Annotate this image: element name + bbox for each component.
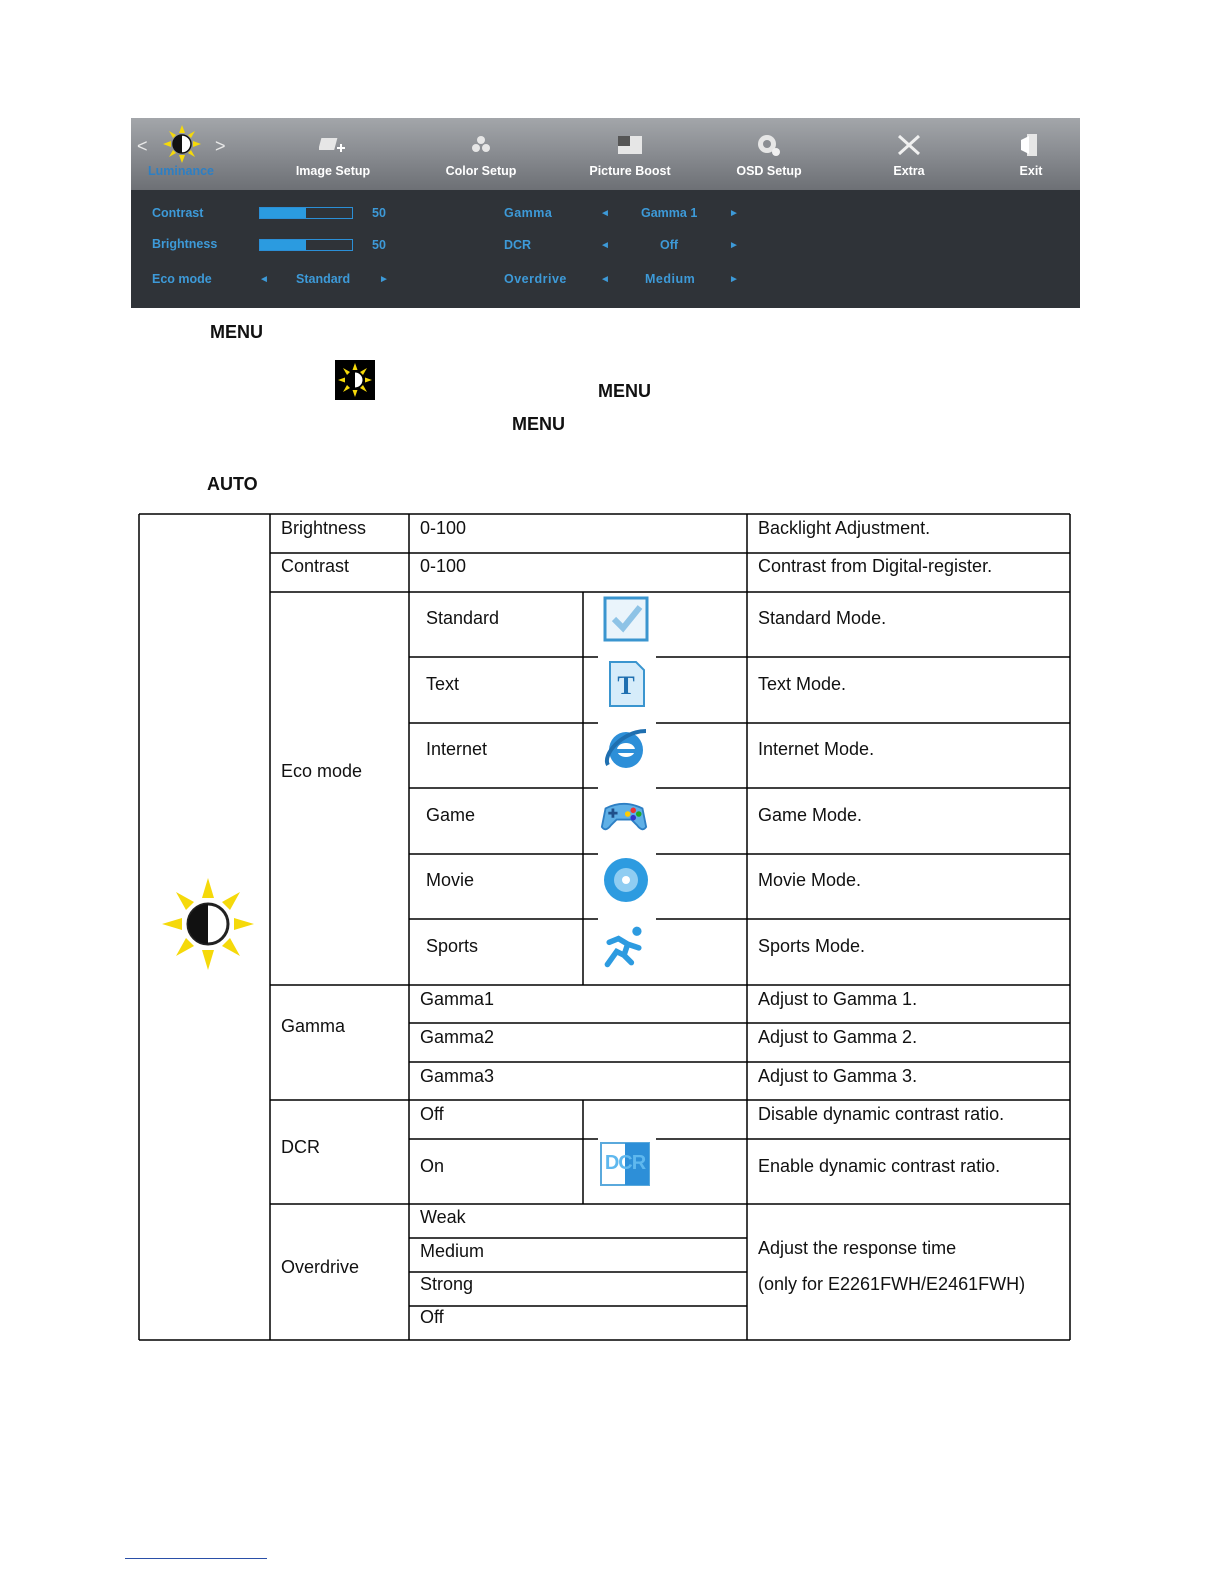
color-setup-icon	[467, 132, 495, 158]
osd-gamma-left-arrow-icon[interactable]: ◄	[600, 208, 610, 219]
tab-color-setup-label: Color Setup	[445, 164, 517, 178]
table-dcr-name: DCR	[281, 1137, 320, 1157]
eco-standard-desc: Standard Mode.	[758, 608, 887, 628]
osd-brightness-slider[interactable]	[259, 239, 353, 251]
overdrive-weak: Weak	[420, 1207, 466, 1227]
osd-contrast-value: 50	[372, 206, 386, 220]
osd-contrast-slider-fill	[260, 208, 306, 218]
table-gamma-name: Gamma	[281, 1016, 346, 1036]
osd-gamma-right-arrow-icon[interactable]: ►	[729, 208, 739, 219]
luminance-small-icon	[335, 360, 375, 400]
gamma2-desc: Adjust to Gamma 2.	[758, 1027, 918, 1047]
nav-left-arrow-icon[interactable]: <	[137, 136, 148, 156]
overdrive-off: Off	[420, 1307, 444, 1327]
eco-game-name: Game	[426, 805, 476, 825]
overdrive-strong: Strong	[420, 1274, 474, 1294]
osd-dcr-value: Off	[660, 238, 679, 252]
osd-dcr-left-arrow-icon[interactable]: ◄	[600, 240, 610, 251]
eco-text-name: Text	[426, 674, 460, 694]
menu-key-text-3: MENU	[512, 414, 565, 434]
image-setup-icon	[319, 132, 347, 158]
gamma1-desc: Adjust to Gamma 1.	[758, 989, 918, 1009]
tab-picture-boost[interactable]	[580, 118, 680, 190]
tab-color-setup[interactable]	[431, 118, 531, 190]
dcr-off-desc: Disable dynamic contrast ratio.	[758, 1104, 1005, 1124]
tab-luminance-label: Luminance	[148, 164, 214, 178]
osd-dcr-right-arrow-icon[interactable]: ►	[729, 240, 739, 251]
text-mode-icon	[602, 660, 650, 708]
dcr-off-name: Off	[420, 1104, 444, 1124]
table-brightness-desc: Backlight Adjustment.	[758, 518, 931, 538]
osd-settings	[131, 190, 1080, 308]
svg-text:T: T	[617, 671, 635, 700]
tab-extra-label: Extra	[893, 164, 925, 178]
osd-setup-icon	[755, 132, 783, 158]
osd-panel	[131, 118, 1080, 308]
eco-movie-name: Movie	[426, 870, 475, 890]
osd-brightness-value: 50	[372, 238, 386, 252]
luminance-icon	[162, 124, 202, 164]
game-mode-icon	[600, 790, 648, 838]
tab-luminance[interactable]	[133, 118, 229, 190]
osd-tab-bar	[131, 118, 1080, 190]
osd-eco-mode-label: Eco mode	[152, 272, 212, 286]
dcr-icon	[600, 1142, 650, 1186]
eco-standard-name: Standard	[426, 608, 500, 628]
overdrive-desc-line1: Adjust the response time	[758, 1238, 957, 1258]
tab-picture-boost-label: Picture Boost	[589, 164, 671, 178]
tab-exit[interactable]	[981, 118, 1081, 190]
extra-icon	[895, 132, 923, 158]
osd-gamma-value: Gamma 1	[641, 206, 698, 220]
menu-key-text-2: MENU	[598, 381, 651, 401]
tab-extra[interactable]	[859, 118, 959, 190]
gamma3-name: Gamma3	[420, 1066, 495, 1086]
osd-brightness-label: Brightness	[152, 237, 218, 251]
eco-sports-name: Sports	[426, 936, 479, 956]
eco-game-desc: Game Mode.	[758, 805, 863, 825]
auto-key-text: AUTO	[207, 474, 258, 494]
sports-mode-icon	[600, 922, 648, 970]
tab-osd-setup[interactable]	[719, 118, 819, 190]
osd-overdrive-right-arrow-icon[interactable]: ►	[729, 274, 739, 285]
menu-key-text-1: MENU	[210, 322, 263, 342]
movie-mode-icon	[602, 856, 650, 904]
osd-dcr-label: DCR	[504, 238, 532, 252]
dcr-on-desc: Enable dynamic contrast ratio.	[758, 1156, 1001, 1176]
table-contrast-desc: Contrast from Digital-register.	[758, 556, 993, 576]
osd-brightness-slider-fill	[260, 240, 306, 250]
eco-text-desc: Text Mode.	[758, 674, 847, 694]
osd-contrast-label: Contrast	[152, 206, 204, 220]
standard-mode-icon	[602, 595, 650, 643]
dcr-on-name: On	[420, 1156, 445, 1176]
picture-boost-icon	[616, 132, 644, 158]
eco-movie-desc: Movie Mode.	[758, 870, 862, 890]
osd-eco-right-arrow-icon[interactable]: ►	[379, 274, 389, 285]
table-overdrive-name: Overdrive	[281, 1257, 360, 1277]
table-brightness-name: Brightness	[281, 518, 367, 538]
osd-eco-mode-value: Standard	[296, 272, 351, 286]
osd-overdrive-left-arrow-icon[interactable]: ◄	[600, 274, 610, 285]
gamma1-name: Gamma1	[420, 989, 495, 1009]
gamma3-desc: Adjust to Gamma 3.	[758, 1066, 918, 1086]
tab-osd-setup-label: OSD Setup	[736, 164, 802, 178]
gamma2-name: Gamma2	[420, 1027, 495, 1047]
eco-internet-name: Internet	[426, 739, 488, 759]
overdrive-medium: Medium	[420, 1241, 485, 1261]
footnote-separator	[125, 1558, 267, 1559]
tab-exit-label: Exit	[1019, 164, 1043, 178]
exit-icon	[1017, 132, 1045, 158]
overdrive-desc-line2: (only for E2261FWH/E2461FWH)	[758, 1274, 1026, 1294]
luminance-large-icon	[160, 876, 256, 972]
tab-image-setup[interactable]	[283, 118, 383, 190]
tab-image-setup-label: Image Setup	[295, 164, 371, 178]
eco-internet-desc: Internet Mode.	[758, 739, 875, 759]
table-eco-mode-name: Eco mode	[281, 761, 363, 781]
osd-overdrive-label: Overdrive	[504, 272, 567, 286]
osd-eco-left-arrow-icon[interactable]: ◄	[259, 274, 269, 285]
table-brightness-range: 0-100	[420, 518, 467, 538]
eco-sports-desc: Sports Mode.	[758, 936, 866, 956]
table-contrast-range: 0-100	[420, 556, 467, 576]
table-contrast-name: Contrast	[281, 556, 350, 576]
osd-overdrive-value: Medium	[645, 272, 696, 286]
nav-right-arrow-icon[interactable]: >	[215, 136, 226, 156]
osd-gamma-label: Gamma	[504, 206, 553, 220]
dcr-icon-text: DCR	[604, 1152, 646, 1174]
internet-mode-icon	[602, 725, 650, 773]
osd-contrast-slider[interactable]	[259, 207, 353, 219]
